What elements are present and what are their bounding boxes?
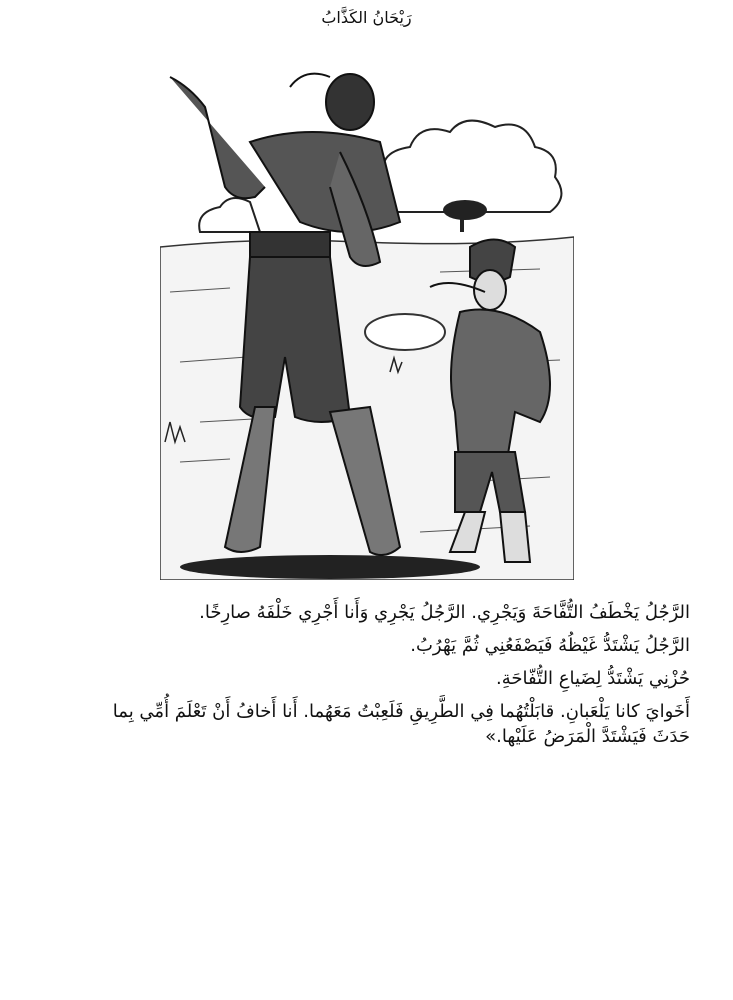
story-paragraph: الرَّجُلُ يَخْطَفُ التُّفَّاحَةَ وَيَجْرِي. الرَّجُلُ يَجْرِي وَأَنا أَجْرِي خَلْفَهُ صارِخًا. [199,602,690,623]
story-text [110,600,690,757]
story-paragraph: حُزْنِي يَشْتَدُّ لِضَياعِ التُّفّاحَةِ. [496,668,690,689]
story-paragraph: الرَّجُلُ يَشْتَدُّ غَيْظُهُ فَيَصْفَعُنِي ثُمَّ يَهْرُبُ. [410,635,690,656]
story-illustration [160,62,574,580]
rock-icon [365,314,445,350]
story-paragraph: أَخَوايَ كانا يَلْعَبانِ. قابَلْتُهُما فِي الطَّرِيقِ فَلَعِبْتُ مَعَهُما. أَنا أَخافُ أَنْ تَعْلَمَ أُمِّي بِما حَدَثَ فَيَشْتَدَّ الْمَرَضُ عَلَيْها.» [112,701,690,747]
page-title: رَيْحَانُ الكَذَّابُ [321,8,412,27]
